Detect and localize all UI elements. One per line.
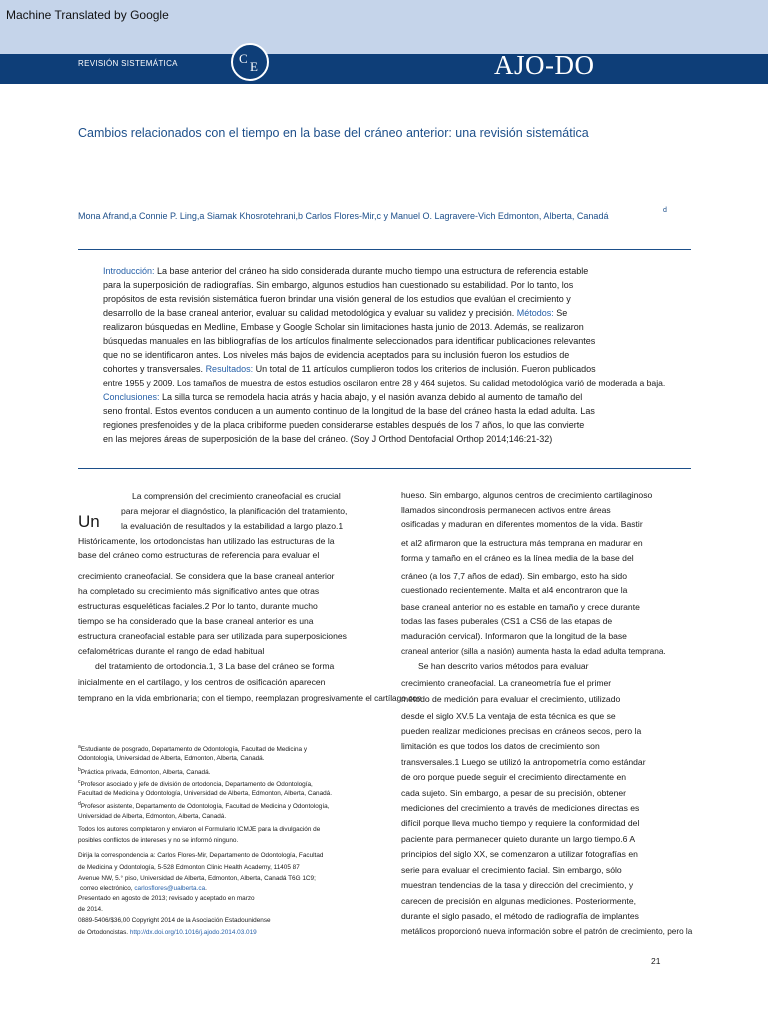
doi-link[interactable]: http://dx.doi.org/10.1016/j.ajodo.2014.03.019 [129,929,257,936]
body-line: método de medición para evaluar el crecimiento, utilizado [401,694,621,704]
footnote-line: Odontología, Universidad de Alberta, Edmonton, Alberta, Canadá. [78,755,265,762]
body-line: cuestionado recientemente. Malta et al4 encontraron que la [401,585,628,595]
abstract-line: que no se identificaron antes. Los niveles más bajos de evidencia aceptados para su inclusión fueron los estudios de [103,350,570,360]
abstract-line: búsquedas manuales en las bibliografías de los artículos finalmente seleccionados para identificar publicaciones relevantes [103,336,596,346]
body-line: carecen de precisión en algunas mediciones. Posteriormente, [401,896,637,906]
drop-cap: Un [78,512,100,531]
body-line: durante el siglo pasado, el método de radiografía de implantes [401,911,639,921]
body-line: inicialmente en el cartílago, y los centros de osificación aparecen [78,677,326,687]
footnote-line: $^a$Estudiante de posgrado, Departamento de Odontología, Facultad de Medicina y [78,744,308,754]
body-line: mediciones del crecimiento a través de mediciones directas es [401,803,640,813]
body-line: crecimiento craneofacial. La craneometría fue el primer [401,678,612,688]
body-line: difícil porque lleva mucho tiempo y requiere la conformidad del [401,818,640,828]
footnote-line: Todos los autores completaron y enviaron el Formulario ICMJE para la divulgación de [78,826,321,833]
article-title: Cambios relacionados con el tiempo en la base del cráneo anterior: una revisión sistemática [78,126,589,140]
body-line: principios del siglo XX, se comenzaron a utilizar fotografías en [401,849,638,859]
body-line: craneal anterior (silla a nasión) aumenta hasta la edad adulta temprana. [401,646,666,656]
footnote-line: 0889-5406/$36,00 Copyright 2014 de la Asociación Estadounidense [78,917,271,924]
abstract-line: Introducción: La base anterior del cráneo ha sido considerada durante mucho tiempo una estructura de referencia estable [103,266,589,276]
footnote-line: de 2014. [78,906,103,913]
body-line: et al2 afirmaron que la estructura más temprana en madurar en [401,538,643,548]
ce-logo-letter-c: C [239,51,248,66]
abstract-line: regiones presfenoides y de la placa cribiforme pueden considerarse estables después de los 7 años, lo que las convierte [103,420,585,430]
body-line: llamados sincondrosis permanecen activos entre áreas [401,505,611,515]
body-line: metálicos proporcionó nueva información sobre el patrón de crecimiento, pero la [401,927,693,936]
body-line: pueden realizar mediciones precisas en cráneos secos, pero la [401,726,642,736]
body-line: para mejorar el diagnóstico, la planificación del tratamiento, [121,506,348,516]
abstract-line: realizaron búsquedas en Medline, Embase y Google Scholar sin limitaciones hasta junio de 2013. Además, se realizaron [103,322,584,332]
abstract-top-rule [78,249,691,250]
body-line: muestran tendencias de la tasa y dirección del crecimiento, y [401,880,634,890]
footnote-line: $^c$Profesor asociado y jefe de división de ortodoncia, Departamento de Odontología, [78,779,313,789]
body-line: ha completado su crecimiento más significativo antes que otras [78,586,320,596]
email-link[interactable]: carlosflores@ualberta.ca [134,885,206,892]
body-line: la evaluación de resultados y la estabilidad a largo plazo.1 [121,521,344,531]
footnote-line: de Ortodoncistas. http://dx.doi.org/10.1016/j.ajodo.2014.03.019 [78,929,257,936]
body-line: todas las fases puberales (CS1 a CS6 de las etapas de [401,616,613,626]
body-line: estructuras esqueléticas faciales.2 Por lo tanto, durante mucho [78,601,318,611]
methods-label: Métodos: [516,308,554,318]
body-line: de oro porque puede seguir el crecimiento directamente en [401,772,627,782]
body-line: forma y tamaño en el cráneo es la línea media de la base del [401,553,634,563]
footnote-line: $^b$Práctica privada, Edmonton, Alberta, Canadá. [78,767,211,777]
author-list: Mona Afrand,a Connie P. Ling,a Siamak Khosrotehrani,b Carlos Flores-Mir,c y Manuel O. Lagravere-Vich Edmonton, Alberta, Canadá [78,211,609,221]
ce-logo-icon [231,43,269,81]
results-label: Resultados: [205,364,254,374]
body-line: del tratamiento de ortodoncia.1, 3 La base del cráneo se forma [95,661,335,671]
body-line: hueso. Sin embargo, algunos centros de crecimiento cartilaginoso [401,490,653,500]
body-line: desde el siglo XV.5 La ventaja de esta técnica es que se [401,711,616,721]
body-line: paciente para permanecer quieto durante un largo tiempo.6 A [401,834,636,844]
body-line: temprano en la vida embrionaria; con el tiempo, reemplazan progresivamente el cartílago con [78,693,422,703]
abstract-line: desarrollo de la base craneal anterior, evaluar su calidad metodológica y evaluar su validez y precisión. Métodos: Se [103,308,568,318]
body-line: limitación es que todos los datos de crecimiento son [401,741,600,751]
body-line: tiempo se ha considerado que la base craneal anterior es una [78,616,314,626]
footnote-line: Presentado en agosto de 2013; revisado y aceptado en marzo [78,895,255,902]
footnote-line: Dirija la correspondencia a: Carlos Flores-Mir, Departamento de Odontología, Facultad [78,852,324,859]
intro-label: Introducción: [103,266,155,276]
body-line: cefalométricas durante el rango de edad habitual [78,646,265,656]
translation-banner [0,0,768,54]
abstract-line: seno frontal. Estos eventos conducen a un aumento continuo de la longitud de la base del cráneo hasta la edad adulta. Las [103,406,595,416]
footnote-line: posibles conflictos de intereses y no se informó ninguno. [78,837,239,844]
page-number: 21 [651,956,661,966]
footnote-line: de Medicina y Odontología, 5-528 Edmonton Clinic Health Academy, 11405 87 [78,864,300,871]
author-affiliation-sup: d [663,207,667,214]
body-line: crecimiento craneofacial. Se considera que la base craneal anterior [78,571,335,581]
body-line: base craneal anterior no es estable en tamaño y crece durante [401,602,640,612]
body-line: Históricamente, los ortodoncistas han utilizado las estructuras de la [78,536,335,546]
body-line: La comprensión del crecimiento craneofacial es crucial [132,491,341,501]
body-line: cada sujeto. Sin embargo, a pesar de su precisión, obtener [401,788,627,798]
section-label: REVISIÓN SISTEMÁTICA [78,59,178,68]
body-line: maduración cervical). Informaron que la longitud de la base [401,631,627,641]
footnote-line: Facultad de Medicina y Odontología, Universidad de Alberta, Edmonton, Alberta, Canadá. [78,790,333,797]
body-line: estructura craneofacial estable para ser utilizada para superposiciones [78,631,347,641]
body-line: transversales.1 Luego se utilizó la antropometría como estándar [401,757,646,767]
body-line: cráneo (a los 7,7 años de edad). Sin embargo, esto ha sido [401,571,627,581]
abstract-line: para la superposición de radiografías. Sin embargo, algunos estudios han cuestionado su estabilidad. Por lo tanto, los [103,280,574,290]
body-line: serie para evaluar el crecimiento facial. Sin embargo, sólo [401,865,622,875]
abstract-bottom-rule [78,468,691,469]
body-line: osificadas y maduran en diferentes momentos de la vida. Bastir [401,519,643,529]
body-line: Se han descrito varios métodos para evaluar [418,661,589,671]
translation-label: Machine Translated by Google [6,8,169,22]
footnote-line: Avenue NW, 5.° piso, Universidad de Alberta, Edmonton, Alberta, Canadá T6G 1C9; [78,875,316,882]
abstract-line: en las mejores áreas de superposición de la base del cráneo. (Soy J Orthod Dentofacial Orthop 2014;146:21-32) [103,434,553,444]
abstract-line: Conclusiones: La silla turca se remodela hacia atrás y hacia abajo, y el nasión avanza debido al aumento de tamaño del [103,392,583,402]
body-line: base del cráneo como estructuras de referencia para evaluar el [78,550,320,560]
abstract-line: propósitos de esta revisión sistemática fueron brindar una visión general de los estudios que evalúan el crecimiento y [103,294,571,304]
journal-logo: AJO-DO [494,50,595,80]
footnote-line: $^d$Profesor asistente, Departamento de Odontología, Facultad de Medicina y Odontología, [78,801,330,811]
abstract-line: entre 1955 y 2009. Los tamaños de muestra de estos estudios oscilaron entre 28 y 464 sujetos. Su calidad metodológica varió de moderada a baja. [103,378,666,388]
footnote-line: Universidad de Alberta, Edmonton, Alberta, Canadá. [78,813,227,820]
footnote-line: correo electrónico, carlosflores@ualberta.ca. [80,885,207,892]
ce-logo-letter-e: E [250,59,258,74]
conclusions-label: Conclusiones: [103,392,160,402]
abstract-line: cohortes y transversales. Resultados: Un total de 11 artículos cumplieron todos los criterios de inclusión. Fueron publicados [103,364,596,374]
